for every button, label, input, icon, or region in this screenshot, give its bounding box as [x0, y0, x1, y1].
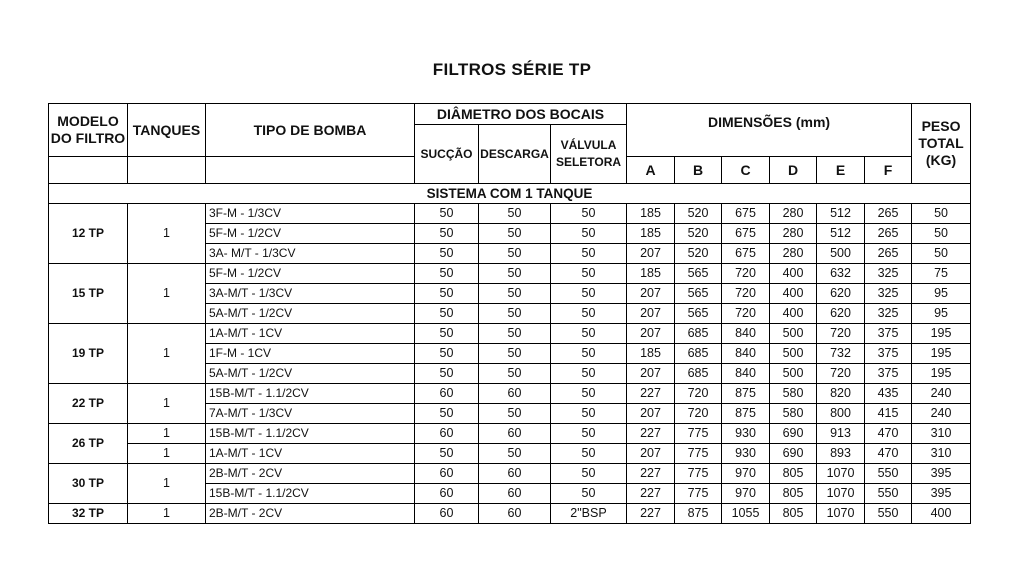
c-cell: 720 [722, 264, 770, 284]
peso-cell: 50 [912, 244, 971, 264]
b-cell: 875 [675, 504, 722, 524]
filter-spec-table [48, 103, 971, 524]
descarga-cell: 50 [479, 364, 551, 384]
peso-cell: 95 [912, 284, 971, 304]
header-blank-bomba [206, 157, 415, 184]
c-cell: 930 [722, 424, 770, 444]
d-cell: 690 [770, 424, 817, 444]
e-cell: 512 [817, 204, 865, 224]
tanques-cell: 1 [128, 324, 206, 384]
c-cell: 840 [722, 344, 770, 364]
e-cell: 800 [817, 404, 865, 424]
f-cell: 265 [865, 244, 912, 264]
d-cell: 805 [770, 484, 817, 504]
peso-cell: 240 [912, 384, 971, 404]
peso-cell: 310 [912, 424, 971, 444]
a-cell: 227 [627, 424, 675, 444]
succao-cell: 60 [415, 384, 479, 404]
c-cell: 875 [722, 404, 770, 424]
c-cell: 930 [722, 444, 770, 464]
header-tanques: TANQUES [128, 104, 206, 157]
c-cell: 720 [722, 304, 770, 324]
descarga-cell: 50 [479, 344, 551, 364]
header-succao: SUCÇÃO [415, 125, 479, 184]
header-blank-modelo [49, 157, 128, 184]
c-cell: 840 [722, 364, 770, 384]
succao-cell: 50 [415, 264, 479, 284]
f-cell: 375 [865, 324, 912, 344]
e-cell: 720 [817, 324, 865, 344]
a-cell: 227 [627, 464, 675, 484]
section-label: SISTEMA COM 1 TANQUE [49, 184, 971, 204]
model-cell: 15 TP [49, 264, 128, 324]
valvula-cell: 50 [551, 264, 627, 284]
table-body [49, 204, 971, 524]
e-cell: 893 [817, 444, 865, 464]
table-row [49, 264, 971, 284]
valvula-cell: 50 [551, 484, 627, 504]
bomba-cell: 1A-M/T - 1CV [206, 324, 415, 344]
header-modelo: MODELO DO FILTRO [49, 104, 128, 157]
d-cell: 805 [770, 464, 817, 484]
peso-cell: 195 [912, 344, 971, 364]
valvula-cell: 50 [551, 204, 627, 224]
d-cell: 280 [770, 204, 817, 224]
a-cell: 185 [627, 204, 675, 224]
a-cell: 207 [627, 304, 675, 324]
header-descarga: DESCARGA [479, 125, 551, 184]
peso-cell: 240 [912, 404, 971, 424]
tanques-cell: 1 [128, 464, 206, 504]
table-row [49, 384, 971, 404]
bomba-cell: 5F-M - 1/2CV [206, 264, 415, 284]
e-cell: 632 [817, 264, 865, 284]
descarga-cell: 50 [479, 264, 551, 284]
b-cell: 520 [675, 244, 722, 264]
d-cell: 500 [770, 364, 817, 384]
valvula-cell: 50 [551, 384, 627, 404]
a-cell: 207 [627, 444, 675, 464]
a-cell: 207 [627, 404, 675, 424]
f-cell: 470 [865, 444, 912, 464]
d-cell: 805 [770, 504, 817, 524]
succao-cell: 50 [415, 404, 479, 424]
b-cell: 720 [675, 404, 722, 424]
descarga-cell: 60 [479, 384, 551, 404]
f-cell: 375 [865, 344, 912, 364]
descarga-cell: 50 [479, 224, 551, 244]
e-cell: 720 [817, 364, 865, 384]
bomba-cell: 3A- M/T - 1/3CV [206, 244, 415, 264]
valvula-cell: 50 [551, 284, 627, 304]
table-row [49, 464, 971, 484]
d-cell: 280 [770, 244, 817, 264]
e-cell: 913 [817, 424, 865, 444]
e-cell: 620 [817, 284, 865, 304]
b-cell: 520 [675, 224, 722, 244]
a-cell: 185 [627, 344, 675, 364]
d-cell: 400 [770, 284, 817, 304]
valvula-cell: 50 [551, 444, 627, 464]
table-row [49, 324, 971, 344]
f-cell: 325 [865, 284, 912, 304]
e-cell: 1070 [817, 484, 865, 504]
d-cell: 500 [770, 324, 817, 344]
valvula-cell: 50 [551, 324, 627, 344]
peso-cell: 50 [912, 224, 971, 244]
a-cell: 185 [627, 224, 675, 244]
table-row [49, 444, 971, 464]
descarga-cell: 50 [479, 304, 551, 324]
tanques-cell: 1 [128, 444, 206, 464]
e-cell: 512 [817, 224, 865, 244]
e-cell: 820 [817, 384, 865, 404]
b-cell: 685 [675, 364, 722, 384]
c-cell: 970 [722, 484, 770, 504]
model-cell: 19 TP [49, 324, 128, 384]
f-cell: 375 [865, 364, 912, 384]
bomba-cell: 15B-M/T - 1.1/2CV [206, 424, 415, 444]
bomba-cell: 15B-M/T - 1.1/2CV [206, 384, 415, 404]
a-cell: 185 [627, 264, 675, 284]
e-cell: 500 [817, 244, 865, 264]
valvula-cell: 50 [551, 404, 627, 424]
descarga-cell: 50 [479, 284, 551, 304]
peso-cell: 395 [912, 464, 971, 484]
header-tipo-bomba: TIPO DE BOMBA [206, 104, 415, 157]
table-row [49, 424, 971, 444]
model-cell: 26 TP [49, 424, 128, 464]
valvula-cell: 50 [551, 244, 627, 264]
b-cell: 565 [675, 304, 722, 324]
bomba-cell: 2B-M/T - 2CV [206, 464, 415, 484]
f-cell: 265 [865, 204, 912, 224]
succao-cell: 50 [415, 444, 479, 464]
e-cell: 1070 [817, 464, 865, 484]
d-cell: 500 [770, 344, 817, 364]
bomba-cell: 1A-M/T - 1CV [206, 444, 415, 464]
f-cell: 550 [865, 504, 912, 524]
d-cell: 400 [770, 304, 817, 324]
c-cell: 675 [722, 224, 770, 244]
header-diametro-bocais: DIÂMETRO DOS BOCAIS [415, 104, 627, 125]
succao-cell: 50 [415, 244, 479, 264]
bomba-cell: 7A-M/T - 1/3CV [206, 404, 415, 424]
a-cell: 207 [627, 364, 675, 384]
e-cell: 1070 [817, 504, 865, 524]
b-cell: 565 [675, 264, 722, 284]
b-cell: 685 [675, 324, 722, 344]
succao-cell: 60 [415, 424, 479, 444]
peso-cell: 50 [912, 204, 971, 224]
d-cell: 690 [770, 444, 817, 464]
c-cell: 675 [722, 204, 770, 224]
d-cell: 400 [770, 264, 817, 284]
header-dimensoes: DIMENSÕES (mm) [707, 114, 831, 130]
bomba-cell: 1F-M - 1CV [206, 344, 415, 364]
f-cell: 550 [865, 464, 912, 484]
header-dim-b: B [675, 157, 722, 184]
header-peso-total: PESO TOTAL (KG) [912, 104, 971, 184]
peso-cell: 395 [912, 484, 971, 504]
c-cell: 840 [722, 324, 770, 344]
valvula-cell: 50 [551, 464, 627, 484]
descarga-cell: 60 [479, 504, 551, 524]
b-cell: 565 [675, 284, 722, 304]
tanques-cell: 1 [128, 424, 206, 444]
succao-cell: 50 [415, 324, 479, 344]
bomba-cell: 3F-M - 1/3CV [206, 204, 415, 224]
b-cell: 520 [675, 204, 722, 224]
c-cell: 1055 [722, 504, 770, 524]
f-cell: 435 [865, 384, 912, 404]
succao-cell: 50 [415, 344, 479, 364]
descarga-cell: 60 [479, 484, 551, 504]
b-cell: 775 [675, 484, 722, 504]
header-dim-e: E [817, 157, 865, 184]
c-cell: 720 [722, 284, 770, 304]
f-cell: 470 [865, 424, 912, 444]
header-valvula-seletora: VÁLVULA SELETORA [551, 125, 627, 184]
f-cell: 415 [865, 404, 912, 424]
header-dimensoes-group [627, 104, 912, 157]
a-cell: 227 [627, 384, 675, 404]
a-cell: 207 [627, 244, 675, 264]
succao-cell: 50 [415, 204, 479, 224]
succao-cell: 60 [415, 484, 479, 504]
peso-cell: 75 [912, 264, 971, 284]
bomba-cell: 3A-M/T - 1/3CV [206, 284, 415, 304]
tanques-cell: 1 [128, 264, 206, 324]
e-cell: 620 [817, 304, 865, 324]
succao-cell: 50 [415, 364, 479, 384]
bomba-cell: 5A-M/T - 1/2CV [206, 304, 415, 324]
valvula-cell: 2"BSP [551, 504, 627, 524]
model-cell: 12 TP [49, 204, 128, 264]
c-cell: 970 [722, 464, 770, 484]
valvula-cell: 50 [551, 424, 627, 444]
bomba-cell: 5A-M/T - 1/2CV [206, 364, 415, 384]
peso-cell: 195 [912, 364, 971, 384]
a-cell: 227 [627, 504, 675, 524]
a-cell: 227 [627, 484, 675, 504]
b-cell: 775 [675, 464, 722, 484]
peso-cell: 400 [912, 504, 971, 524]
descarga-cell: 50 [479, 404, 551, 424]
tanques-cell: 1 [128, 384, 206, 424]
peso-cell: 195 [912, 324, 971, 344]
succao-cell: 50 [415, 284, 479, 304]
descarga-cell: 50 [479, 444, 551, 464]
f-cell: 325 [865, 304, 912, 324]
model-cell: 30 TP [49, 464, 128, 504]
a-cell: 207 [627, 284, 675, 304]
succao-cell: 50 [415, 224, 479, 244]
bomba-cell: 2B-M/T - 2CV [206, 504, 415, 524]
document-title: FILTROS SÉRIE TP [432, 60, 592, 79]
f-cell: 265 [865, 224, 912, 244]
header-dim-c: C [722, 157, 770, 184]
b-cell: 775 [675, 424, 722, 444]
descarga-cell: 50 [479, 204, 551, 224]
peso-cell: 95 [912, 304, 971, 324]
valvula-cell: 50 [551, 224, 627, 244]
descarga-cell: 50 [479, 324, 551, 344]
succao-cell: 60 [415, 464, 479, 484]
table-row [49, 504, 971, 524]
table-row [49, 204, 971, 224]
b-cell: 685 [675, 344, 722, 364]
valvula-cell: 50 [551, 344, 627, 364]
b-cell: 720 [675, 384, 722, 404]
bomba-cell: 5F-M - 1/2CV [206, 224, 415, 244]
model-cell: 22 TP [49, 384, 128, 424]
c-cell: 875 [722, 384, 770, 404]
succao-cell: 50 [415, 304, 479, 324]
d-cell: 280 [770, 224, 817, 244]
model-cell: 32 TP [49, 504, 128, 524]
descarga-cell: 60 [479, 464, 551, 484]
peso-cell: 310 [912, 444, 971, 464]
header-dim-f: F [865, 157, 912, 184]
header-dim-a: A [627, 157, 675, 184]
valvula-cell: 50 [551, 364, 627, 384]
descarga-cell: 60 [479, 424, 551, 444]
header-dim-d: D [770, 157, 817, 184]
descarga-cell: 50 [479, 244, 551, 264]
bomba-cell: 15B-M/T - 1.1/2CV [206, 484, 415, 504]
a-cell: 207 [627, 324, 675, 344]
b-cell: 775 [675, 444, 722, 464]
f-cell: 550 [865, 484, 912, 504]
f-cell: 325 [865, 264, 912, 284]
c-cell: 675 [722, 244, 770, 264]
d-cell: 580 [770, 384, 817, 404]
header-blank-tanques [128, 157, 206, 184]
e-cell: 732 [817, 344, 865, 364]
tanques-cell: 1 [128, 504, 206, 524]
valvula-cell: 50 [551, 304, 627, 324]
tanques-cell: 1 [128, 204, 206, 264]
succao-cell: 60 [415, 504, 479, 524]
d-cell: 580 [770, 404, 817, 424]
